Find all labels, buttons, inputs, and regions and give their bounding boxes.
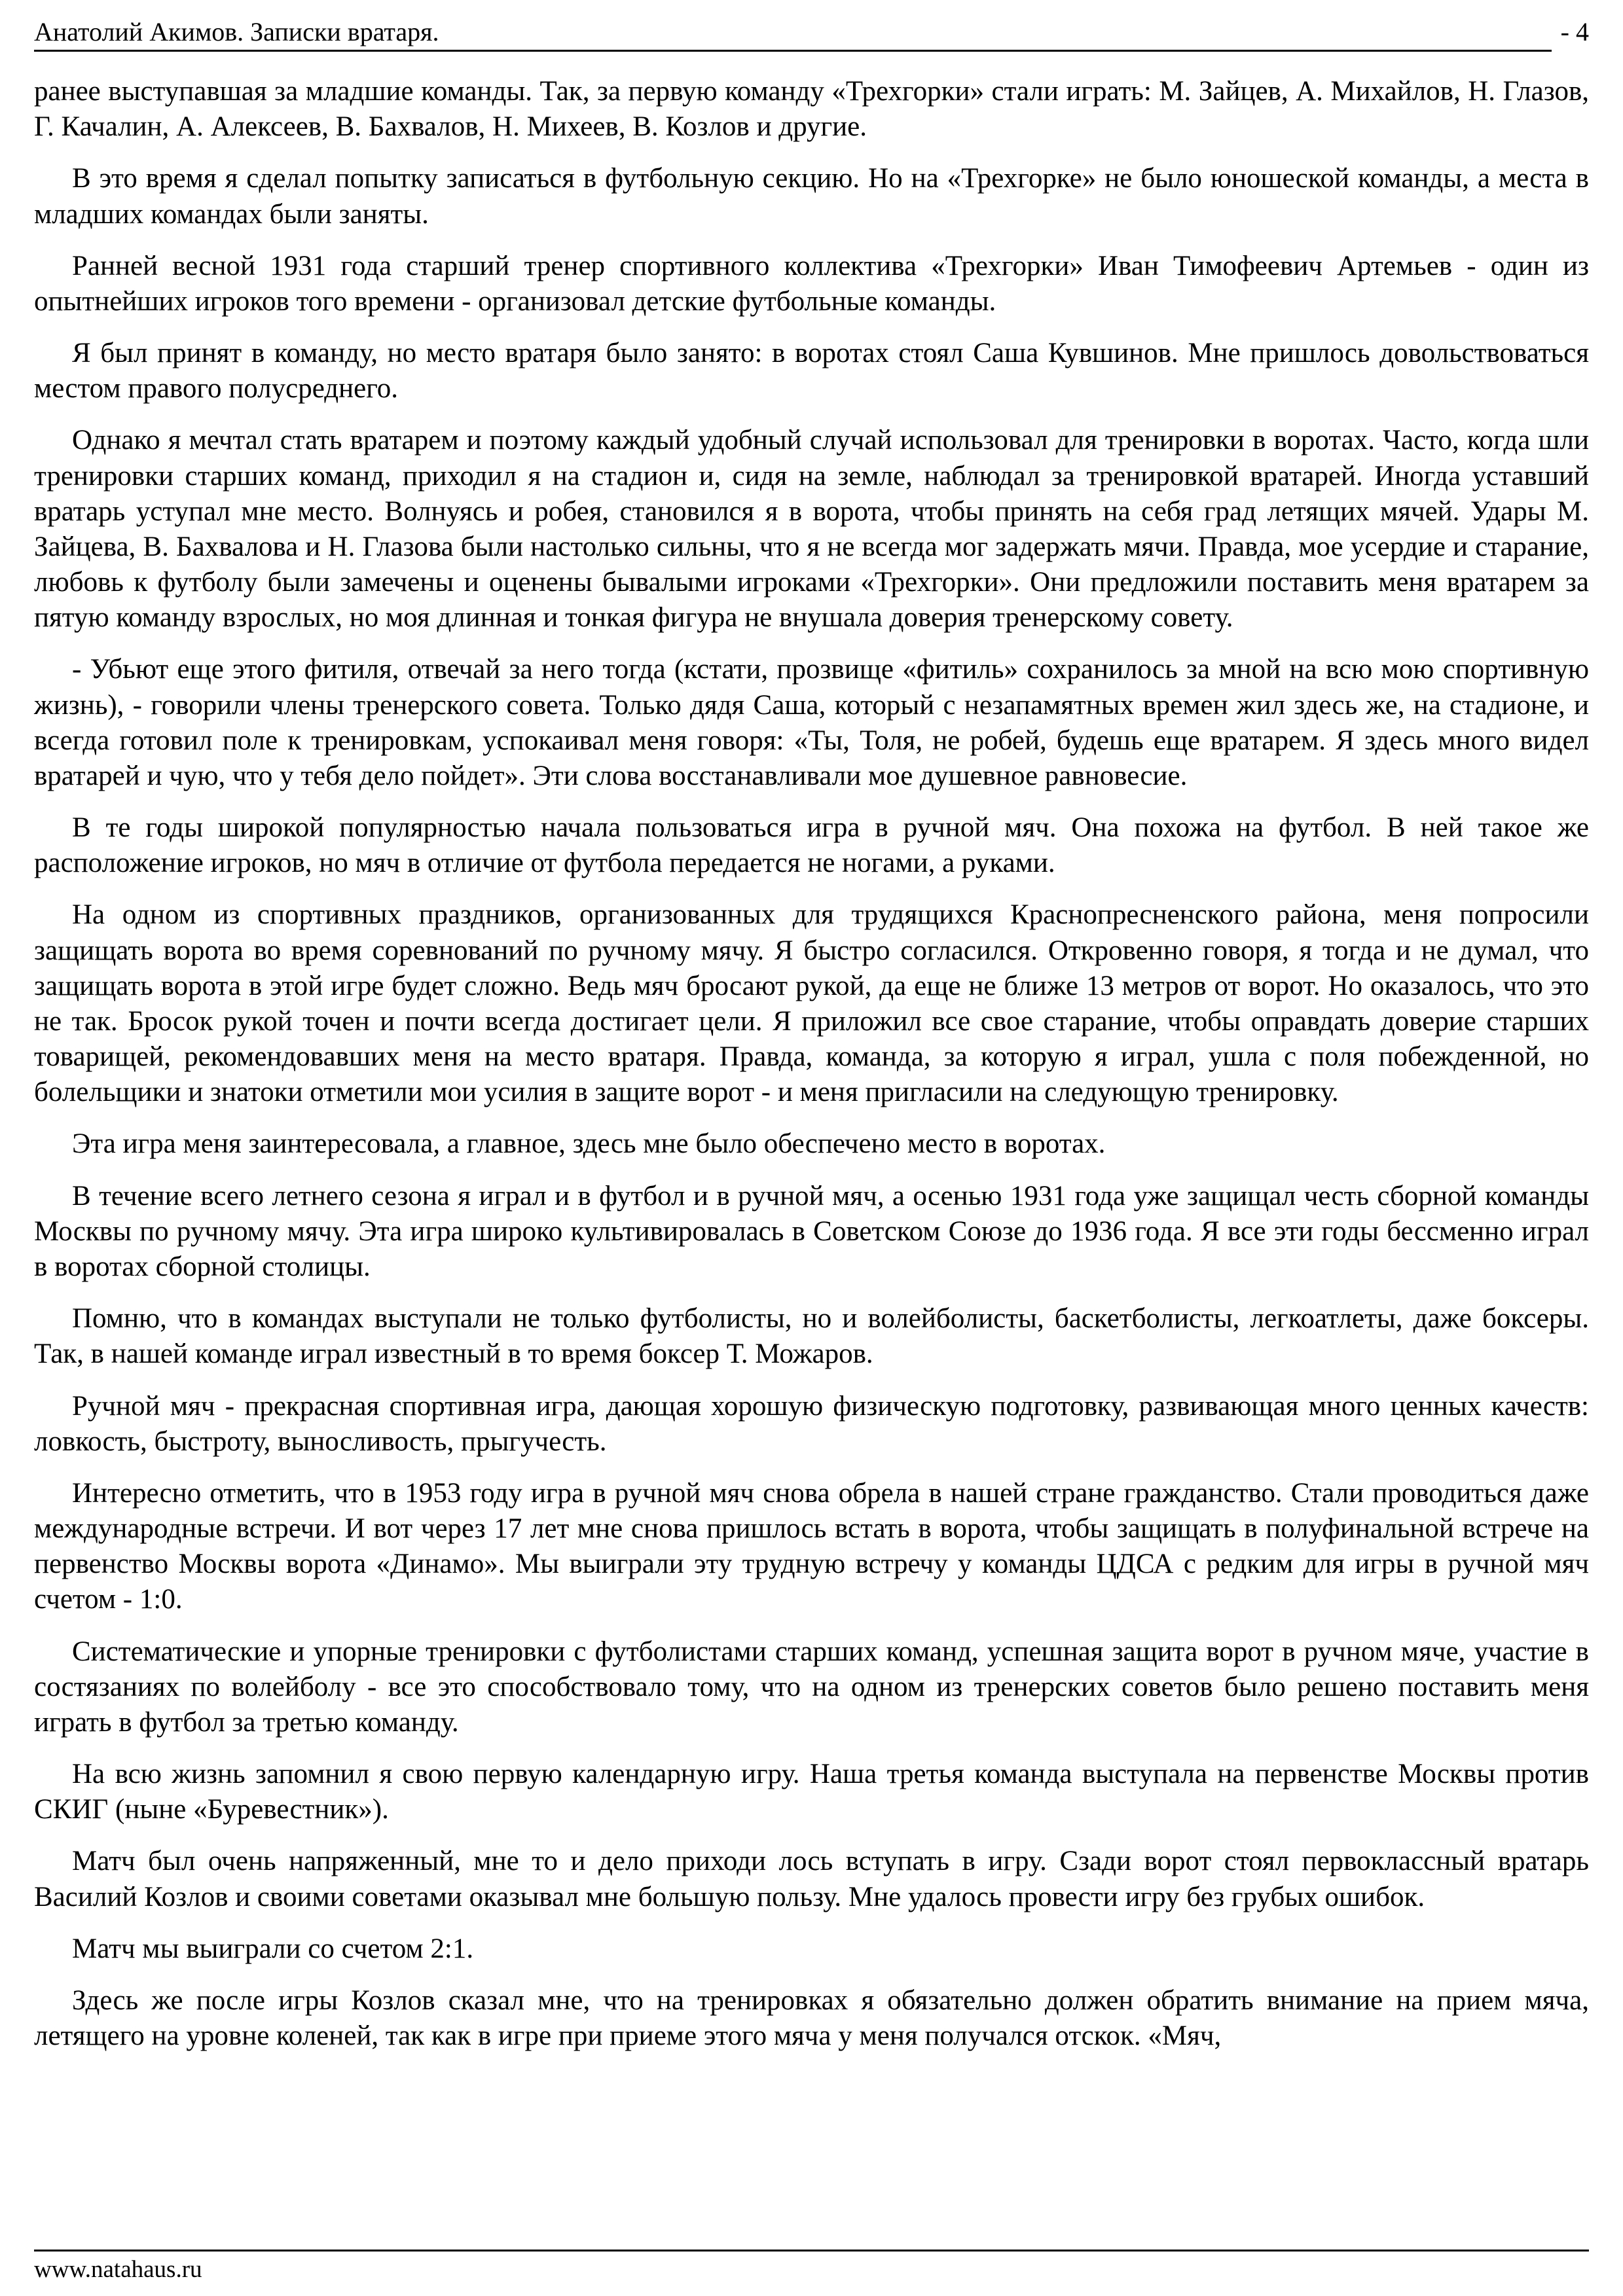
paragraph: Эта игра меня заинтересовала, а главное, здесь мне было обеспечено место в воротах. — [72, 1128, 1106, 1160]
paragraph: В течение всего летнего сезона я играл и в футбол и в ручной мяч, а осенью 1931 года уже защищал честь сборной команды Москвы по ручному мячу. Эта игра широко культивировалась в Советском Союзе до 1936 года. Я все эти годы бессменно играл в воротах сборной столицы. — [34, 1180, 1589, 1282]
paragraph: ранее выступавшая за младшие команды. Так, за первую команду «Трехгорки» стали играть: М. Зайцев, А. Михайлов, Н. Глазов, Г. Качалин, А. Алексеев, В. Бахвалов, Н. Михеев, В. Козлов и другие. — [34, 76, 1589, 143]
paragraph: Ручной мяч - прекрасная спортивная игра, дающая хорошую физическую подготовку, развивающая много ценных качеств: ловкость, быстроту, выносливость, прыгучесть. — [34, 1390, 1589, 1457]
header-page-number: - 4 — [1560, 17, 1589, 46]
page-header — [34, 17, 1589, 52]
paragraph: Матч мы выиграли со счетом 2:1. — [72, 1933, 474, 1964]
paragraph: В те годы широкой популярностью начала пользоваться игра в ручной мяч. Она похожа на футбол. В ней такое же расположение игроков, но мяч в отличие от футбола передается не ногами, а руками. — [34, 812, 1589, 879]
paragraph: Матч был очень напряженный, мне то и дело приходи лось вступать в игру. Сзади ворот стоял первоклассный вратарь Василий Козлов и своими советами оказывал мне большую пользу. Мне удалось провести игру без грубых ошибок. — [34, 1846, 1589, 1912]
paragraph: Интересно отметить, что в 1953 году игра в ручной мяч снова обрела в нашей стране гражданство. Стали проводиться даже международные встречи. И вот через 17 лет мне снова пришлось встать в ворота, чтобы защищать в полуфинальной встрече на первенство Москвы ворота «Динамо». Мы выиграли эту трудную встречу у команды ЦДСА с редким для игры в ручной мяч счетом - 1:0. — [34, 1477, 1589, 1615]
page-footer — [34, 2250, 1589, 2284]
paragraph: Ранней весной 1931 года старший тренер спортивного коллектива «Трехгорки» Иван Тимофеевич Артемьев - один из опытнейших игроков того времени - организовал детские футбольные команды. — [34, 250, 1589, 317]
paragraph: Я был принят в команду, но место вратаря было занято: в воротах стоял Саша Кувшинов. Мне пришлось довольствоваться местом правого полусреднего. — [34, 338, 1589, 404]
paragraph: Однако я мечтал стать вратарем и поэтому каждый удобный случай использовал для тренировки в воротах. Часто, когда шли тренировки старших команд, приходил я на стадион и, сидя на земле, наблюдал за тренировкой вратарей. Иногда уставший вратарь уступал мне место. Волнуясь и робея, становился я в ворота, чтобы принять на себя град летящих мячей. Удары М. Зайцева, В. Бахвалова и Н. Глазова были настолько сильны, что я не всегда мог задержать мячи. Правда, мое усердие и старание, любовь к футболу были замечены и оценены бывалыми игроками «Трехгорки». Они предложили поставить меня вратарем за пятую команду взрослых, но моя длинная и тонкая фигура не внушала доверия тренерскому совету. — [34, 425, 1589, 634]
paragraph: Здесь же после игры Козлов сказал мне, что на тренировках я обязательно должен обратить внимание на прием мяча, летящего на уровне коленей, так как в игре при приеме этого мяча у меня получался отскок. «Мяч, — [34, 1984, 1589, 2052]
paragraph: В это время я сделал попытку записаться в футбольную секцию. Но на «Трехгорке» не было юношеской команды, а места в младших командах были заняты. — [34, 163, 1589, 230]
paragraph: - Убьют еще этого фитиля, отвечай за него тогда (кстати, прозвище «фитиль» сохранилось за мной на всю мою спортивную жизнь), - говорили члены тренерского совета. Только дядя Саша, который с незапамятных времен жил здесь же, на стадионе, и всегда готовил поле к тренировкам, успокаивал меня говоря: «Ты, Толя, не робей, будешь еще вратарем. Я здесь много видел вратарей и чую, что у тебя дело пойдет». Эти слова восстанавливали мое душевное равновесие. — [34, 654, 1589, 791]
paragraph: Помню, что в командах выступали не только футболисты, но и волейболисты, баскетболисты, легкоатлеты, даже боксеры. Так, в нашей команде играл известный в то время боксер Т. Можаров. — [34, 1303, 1589, 1370]
header-title: Анатолий Акимов. Записки вратаря. — [34, 17, 439, 46]
paragraph: На всю жизнь запомнил я свою первую календарную игру. Наша третья команда выступала на первенстве Москвы против СКИГ (ныне «Буревестник»). — [34, 1759, 1589, 1825]
paragraph: Систематические и упорные тренировки с футболистами старших команд, успешная защита ворот в ручном мяче, участие в состязаниях по волейболу - все это способствовало тому, что на одном из тренерских советов было решено поставить меня играть в футбол за третью команду. — [34, 1636, 1589, 1738]
footer-url: www.natahaus.ru — [34, 2255, 202, 2283]
header-title-rule — [34, 17, 1552, 52]
paragraph: На одном из спортивных праздников, организованных для трудящихся Краснопресненского района, меня попросили защищать ворота во время соревнований по ручному мячу. Я быстро согласился. Откровенно говоря, я тогда и не думал, что защищать ворота в этой игре будет сложно. Ведь мяч бросают рукой, да еще не ближе 13 метров от ворот. Но оказалось, что это не так. Бросок рукой точен и почти всегда достигает цели. Я приложил все свое старание, чтобы оправдать доверие старших товарищей, рекомендовавших меня на место вратаря. Правда, команда, за которую я играл, ушла с поля побежденной, но болельщики и знатоки отметили мои усилия в защите ворот - и меня пригласили на следующую тренировку. — [34, 899, 1589, 1108]
page-body — [34, 74, 1589, 2054]
